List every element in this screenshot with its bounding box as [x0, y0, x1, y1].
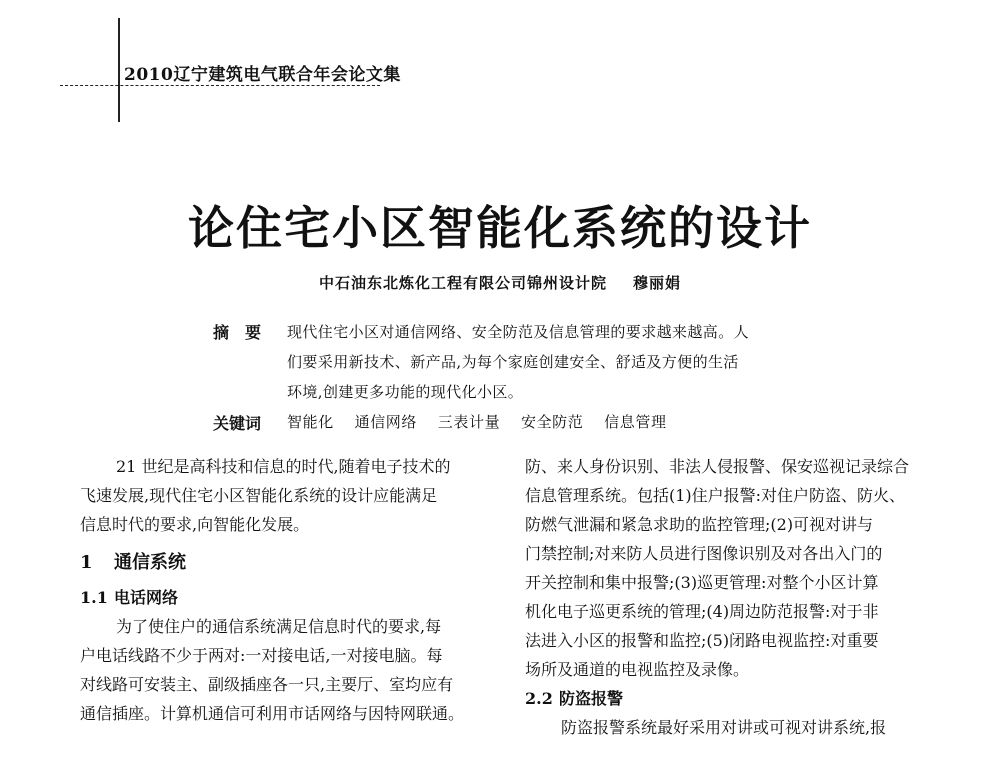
paragraph-line: 开关控制和集中报警;(3)巡更管理:对整个小区计算 [525, 573, 879, 592]
author-affiliation: 中石油东北炼化工程有限公司锦州设计院 [318, 274, 607, 292]
abstract-line: 现代住宅小区对通信网络、安全防范及信息管理的要求越来越高。人 [287, 323, 750, 341]
section-title: 防盗报警 [559, 689, 624, 708]
paragraph-line: 通信插座。计算机通信可利用市话网络与因特网联通。 [80, 704, 465, 723]
keyword: 通信网络 [354, 413, 417, 431]
running-header: 2010辽宁建筑电气联合年会论文集 [124, 65, 401, 85]
abstract-label [213, 320, 261, 343]
abstract-label-char: 摘 [213, 323, 230, 342]
section-title: 电话网络 [114, 588, 179, 607]
paragraph-line: 防盗报警系统最好采用对讲或可视对讲系统,报 [561, 718, 887, 737]
paragraph-line: 为了使住户的通信系统满足信息时代的要求,每 [116, 617, 442, 636]
keyword: 智能化 [287, 413, 334, 431]
paragraph-line: 21 世纪是高科技和信息的时代,随着电子技术的 [116, 457, 451, 476]
paragraph-line: 法进入小区的报警和监控;(5)闭路电视监控:对重要 [525, 631, 879, 650]
paper-title: 论住宅小区智能化系统的设计 [188, 201, 812, 255]
abstract-label-char: 要 [245, 323, 262, 342]
header-horizontal-rule [60, 85, 380, 86]
paragraph-line: 门禁控制;对来防人员进行图像识别及对各出入门的 [525, 544, 883, 563]
paragraph-line: 信息管理系统。包括(1)住户报警:对住户防盗、防火、 [525, 486, 906, 505]
keywords-list [287, 411, 683, 432]
section-number: 2.2 [525, 689, 553, 708]
paragraph-line: 场所及通道的电视监控及录像。 [525, 660, 750, 679]
paragraph-line: 防、来人身份识别、非法人侵报警、保安巡视记录综合 [525, 457, 910, 476]
author-line [0, 272, 1000, 293]
section-number: 1 [80, 552, 93, 573]
paragraph-line: 防燃气泄漏和紧急求助的监控管理;(2)可视对讲与 [525, 515, 874, 534]
keywords-label: 关键词 [213, 414, 262, 433]
section-number: 1.1 [80, 588, 108, 607]
keyword: 信息管理 [604, 413, 667, 431]
author-name: 穆丽娟 [633, 274, 682, 292]
left-column [80, 452, 490, 728]
abstract-line: 环境,创建更多功能的现代化小区。 [287, 383, 524, 401]
paragraph-line: 飞速发展,现代住宅小区智能化系统的设计应能满足 [80, 486, 438, 505]
abstract-body [287, 317, 799, 407]
keyword: 三表计量 [437, 413, 501, 431]
paragraph-line: 户电话线路不少于两对:一对接电话,一对接电脑。每 [80, 646, 443, 665]
header-vertical-rule [118, 18, 120, 122]
right-column [525, 452, 945, 742]
section-heading-2-2 [525, 684, 945, 713]
paragraph-line: 信息时代的要求,向智能化发展。 [80, 515, 310, 534]
paragraph-line: 对线路可安装主、副级插座各一只,主要厅、室均应有 [80, 675, 454, 694]
abstract-line: 们要采用新技术、新产品,为每个家庭创建安全、舒适及方便的生活 [287, 353, 739, 371]
section-heading-1 [80, 548, 490, 577]
section-title: 通信系统 [114, 552, 186, 573]
paragraph-line: 机化电子巡更系统的管理;(4)周边防范报警:对于非 [525, 602, 879, 621]
section-heading-1-1 [80, 583, 490, 612]
keyword: 安全防范 [520, 413, 584, 431]
